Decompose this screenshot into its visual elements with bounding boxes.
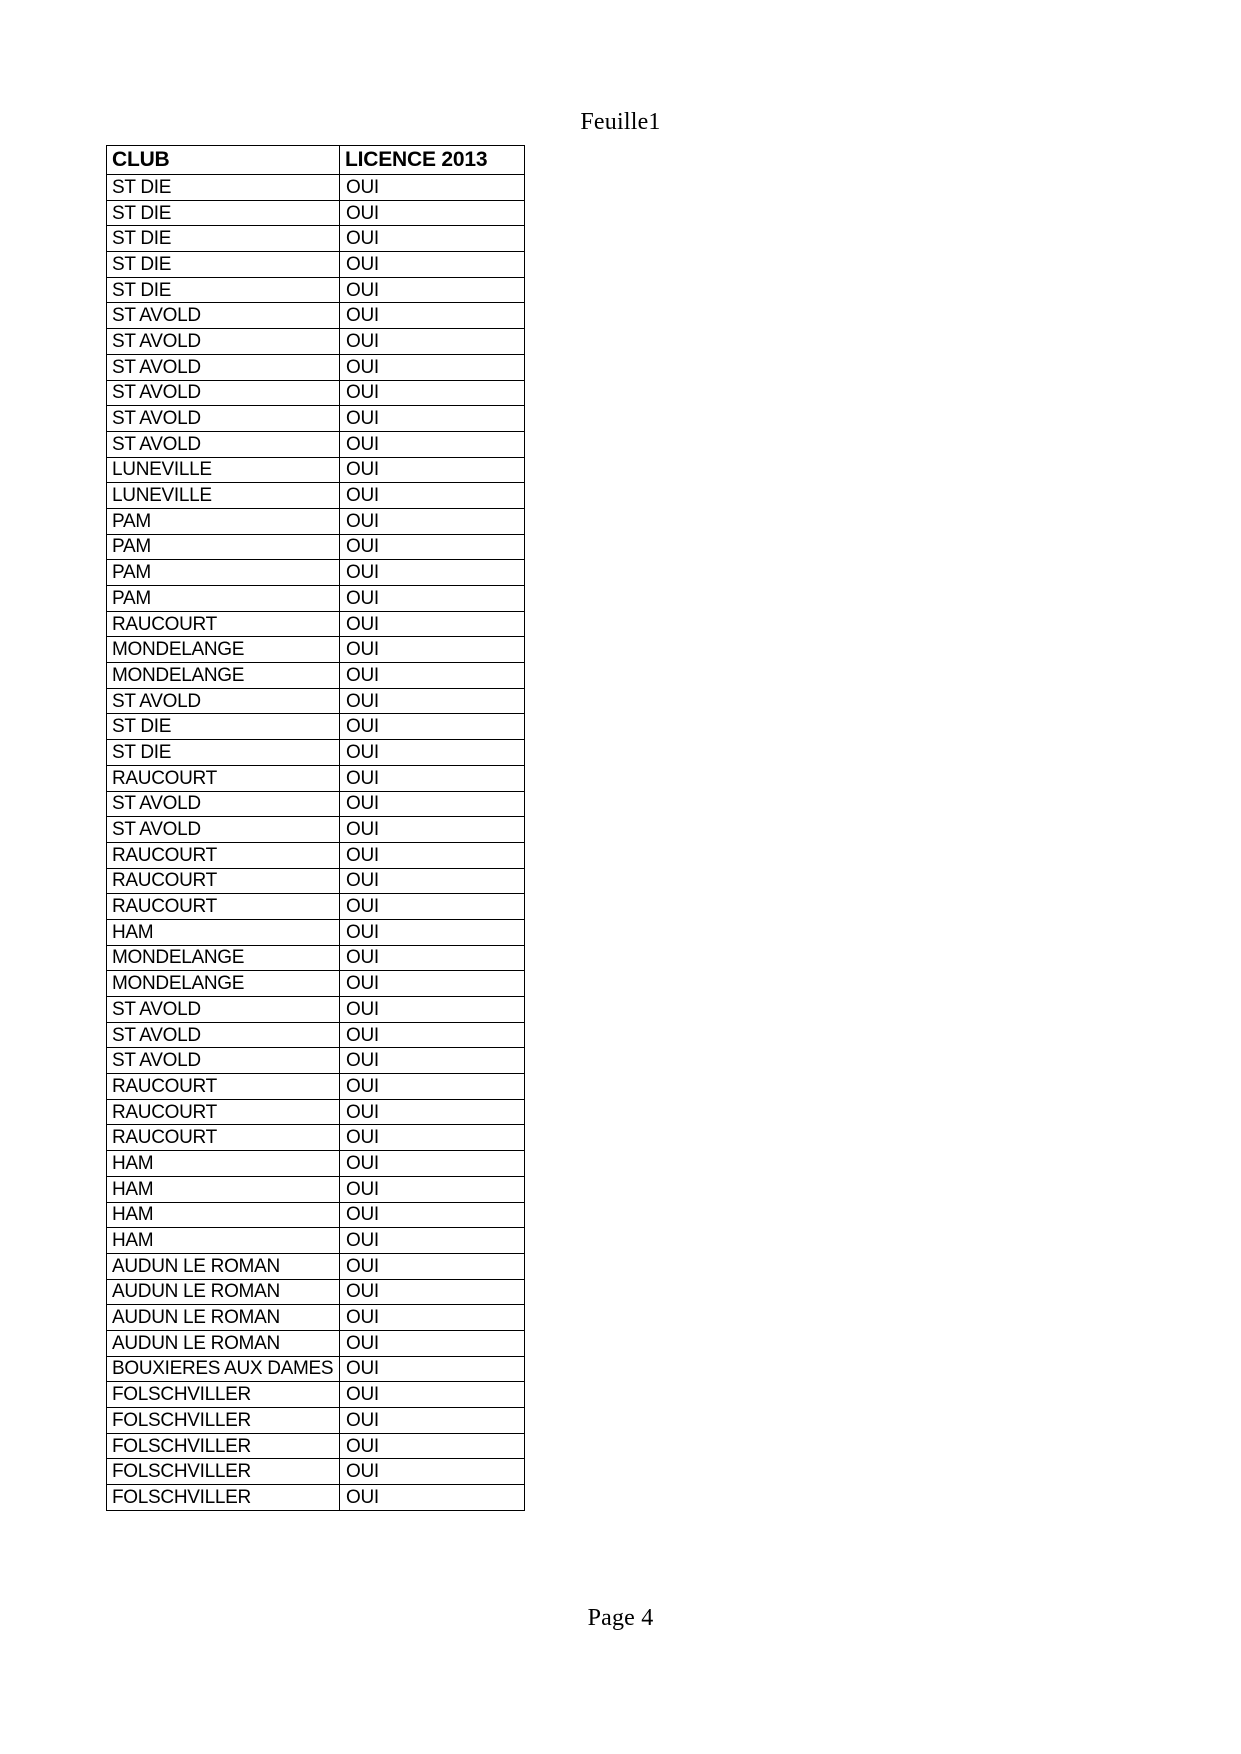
table-body bbox=[107, 175, 525, 1511]
cell-licence: OUI bbox=[340, 1408, 525, 1434]
cell-licence: OUI bbox=[340, 200, 525, 226]
cell-licence: OUI bbox=[340, 1125, 525, 1151]
cell-club: AUDUN LE ROMAN bbox=[107, 1279, 340, 1305]
table-header bbox=[107, 146, 525, 175]
cell-licence: OUI bbox=[340, 637, 525, 663]
cell-licence: OUI bbox=[340, 252, 525, 278]
cell-club: MONDELANGE bbox=[107, 971, 340, 997]
cell-licence: OUI bbox=[340, 842, 525, 868]
cell-licence: OUI bbox=[340, 611, 525, 637]
column-header-licence: LICENCE 2013 bbox=[340, 146, 525, 175]
table-row bbox=[107, 971, 525, 997]
cell-licence: OUI bbox=[340, 431, 525, 457]
cell-licence: OUI bbox=[340, 663, 525, 689]
cell-licence: OUI bbox=[340, 1074, 525, 1100]
cell-licence: OUI bbox=[340, 534, 525, 560]
table-row bbox=[107, 1074, 525, 1100]
table-row bbox=[107, 791, 525, 817]
cell-club: ST DIE bbox=[107, 226, 340, 252]
cell-club: ST AVOLD bbox=[107, 380, 340, 406]
cell-club: MONDELANGE bbox=[107, 637, 340, 663]
table-row bbox=[107, 1305, 525, 1331]
table-row bbox=[107, 1433, 525, 1459]
table-row bbox=[107, 919, 525, 945]
cell-club: ST DIE bbox=[107, 740, 340, 766]
table-row bbox=[107, 277, 525, 303]
column-header-club: CLUB bbox=[107, 146, 340, 175]
cell-licence: OUI bbox=[340, 714, 525, 740]
cell-licence: OUI bbox=[340, 560, 525, 586]
table-row bbox=[107, 252, 525, 278]
cell-club: RAUCOURT bbox=[107, 1099, 340, 1125]
cell-club: RAUCOURT bbox=[107, 1125, 340, 1151]
cell-licence: OUI bbox=[340, 380, 525, 406]
cell-licence: OUI bbox=[340, 175, 525, 201]
cell-club: RAUCOURT bbox=[107, 894, 340, 920]
cell-club: FOLSCHVILLER bbox=[107, 1485, 340, 1511]
table-row bbox=[107, 637, 525, 663]
table-row bbox=[107, 611, 525, 637]
cell-club: HAM bbox=[107, 1202, 340, 1228]
cell-licence: OUI bbox=[340, 1228, 525, 1254]
table-row bbox=[107, 354, 525, 380]
table-row bbox=[107, 1176, 525, 1202]
table-row bbox=[107, 663, 525, 689]
cell-club: PAM bbox=[107, 586, 340, 612]
table-row bbox=[107, 534, 525, 560]
cell-club: ST AVOLD bbox=[107, 817, 340, 843]
cell-club: AUDUN LE ROMAN bbox=[107, 1305, 340, 1331]
table-row bbox=[107, 508, 525, 534]
table-row bbox=[107, 1151, 525, 1177]
cell-licence: OUI bbox=[340, 586, 525, 612]
cell-club: MONDELANGE bbox=[107, 663, 340, 689]
cell-licence: OUI bbox=[340, 1253, 525, 1279]
cell-club: AUDUN LE ROMAN bbox=[107, 1253, 340, 1279]
table-row bbox=[107, 586, 525, 612]
cell-club: PAM bbox=[107, 560, 340, 586]
cell-club: ST AVOLD bbox=[107, 303, 340, 329]
cell-club: FOLSCHVILLER bbox=[107, 1408, 340, 1434]
table-row bbox=[107, 714, 525, 740]
cell-club: ST AVOLD bbox=[107, 688, 340, 714]
cell-licence: OUI bbox=[340, 457, 525, 483]
cell-licence: OUI bbox=[340, 329, 525, 355]
table-row bbox=[107, 1125, 525, 1151]
cell-licence: OUI bbox=[340, 791, 525, 817]
cell-club: ST AVOLD bbox=[107, 1022, 340, 1048]
cell-club: LUNEVILLE bbox=[107, 457, 340, 483]
cell-club: RAUCOURT bbox=[107, 1074, 340, 1100]
table-row bbox=[107, 200, 525, 226]
table-row bbox=[107, 1279, 525, 1305]
table-row bbox=[107, 175, 525, 201]
cell-club: FOLSCHVILLER bbox=[107, 1433, 340, 1459]
cell-licence: OUI bbox=[340, 868, 525, 894]
table-row bbox=[107, 817, 525, 843]
table-row bbox=[107, 1202, 525, 1228]
cell-club: FOLSCHVILLER bbox=[107, 1459, 340, 1485]
cell-licence: OUI bbox=[340, 406, 525, 432]
cell-licence: OUI bbox=[340, 894, 525, 920]
cell-club: LUNEVILLE bbox=[107, 483, 340, 509]
cell-club: ST AVOLD bbox=[107, 997, 340, 1023]
cell-licence: OUI bbox=[340, 1202, 525, 1228]
club-licence-table bbox=[106, 145, 525, 1511]
table-row bbox=[107, 997, 525, 1023]
cell-licence: OUI bbox=[340, 971, 525, 997]
table-row bbox=[107, 1356, 525, 1382]
cell-licence: OUI bbox=[340, 1356, 525, 1382]
table-row bbox=[107, 740, 525, 766]
cell-licence: OUI bbox=[340, 1151, 525, 1177]
table-row bbox=[107, 380, 525, 406]
cell-club: BOUXIERES AUX DAMES bbox=[107, 1356, 340, 1382]
cell-club: HAM bbox=[107, 1176, 340, 1202]
cell-licence: OUI bbox=[340, 1305, 525, 1331]
cell-club: ST AVOLD bbox=[107, 791, 340, 817]
table-row bbox=[107, 1382, 525, 1408]
sheet-title: Feuille1 bbox=[580, 109, 661, 135]
cell-licence: OUI bbox=[340, 688, 525, 714]
cell-club: RAUCOURT bbox=[107, 868, 340, 894]
table-row bbox=[107, 457, 525, 483]
cell-licence: OUI bbox=[340, 997, 525, 1023]
table-row bbox=[107, 765, 525, 791]
table-row bbox=[107, 1253, 525, 1279]
table-row bbox=[107, 483, 525, 509]
table-row bbox=[107, 1485, 525, 1511]
cell-club: RAUCOURT bbox=[107, 765, 340, 791]
table-row bbox=[107, 894, 525, 920]
cell-licence: OUI bbox=[340, 1176, 525, 1202]
cell-club: ST AVOLD bbox=[107, 1048, 340, 1074]
cell-licence: OUI bbox=[340, 945, 525, 971]
table-row bbox=[107, 868, 525, 894]
cell-club: ST AVOLD bbox=[107, 354, 340, 380]
cell-club: HAM bbox=[107, 1151, 340, 1177]
cell-licence: OUI bbox=[340, 1382, 525, 1408]
cell-club: AUDUN LE ROMAN bbox=[107, 1330, 340, 1356]
cell-club: ST DIE bbox=[107, 252, 340, 278]
cell-licence: OUI bbox=[340, 1433, 525, 1459]
table-row bbox=[107, 1022, 525, 1048]
table-header-row bbox=[107, 146, 525, 175]
cell-licence: OUI bbox=[340, 740, 525, 766]
table-row bbox=[107, 1459, 525, 1485]
cell-licence: OUI bbox=[340, 226, 525, 252]
cell-club: ST DIE bbox=[107, 200, 340, 226]
cell-club: PAM bbox=[107, 508, 340, 534]
cell-club: MONDELANGE bbox=[107, 945, 340, 971]
cell-club: PAM bbox=[107, 534, 340, 560]
cell-licence: OUI bbox=[340, 765, 525, 791]
cell-club: ST AVOLD bbox=[107, 329, 340, 355]
cell-licence: OUI bbox=[340, 277, 525, 303]
cell-club: ST DIE bbox=[107, 714, 340, 740]
cell-licence: OUI bbox=[340, 919, 525, 945]
table-row bbox=[107, 226, 525, 252]
cell-club: ST DIE bbox=[107, 277, 340, 303]
cell-licence: OUI bbox=[340, 1330, 525, 1356]
cell-club: HAM bbox=[107, 1228, 340, 1254]
table-row bbox=[107, 945, 525, 971]
cell-club: RAUCOURT bbox=[107, 842, 340, 868]
table-row bbox=[107, 1330, 525, 1356]
cell-licence: OUI bbox=[340, 1459, 525, 1485]
cell-licence: OUI bbox=[340, 508, 525, 534]
cell-licence: OUI bbox=[340, 303, 525, 329]
cell-licence: OUI bbox=[340, 483, 525, 509]
table-row bbox=[107, 1048, 525, 1074]
cell-licence: OUI bbox=[340, 817, 525, 843]
table-row bbox=[107, 842, 525, 868]
table-row bbox=[107, 1099, 525, 1125]
cell-licence: OUI bbox=[340, 1048, 525, 1074]
cell-club: ST AVOLD bbox=[107, 431, 340, 457]
table-row bbox=[107, 329, 525, 355]
cell-licence: OUI bbox=[340, 1279, 525, 1305]
table-row bbox=[107, 1228, 525, 1254]
cell-licence: OUI bbox=[340, 1022, 525, 1048]
cell-club: ST AVOLD bbox=[107, 406, 340, 432]
table-row bbox=[107, 688, 525, 714]
cell-licence: OUI bbox=[340, 1099, 525, 1125]
cell-club: ST DIE bbox=[107, 175, 340, 201]
table-row bbox=[107, 406, 525, 432]
club-licence-table-container bbox=[106, 145, 524, 1511]
table-row bbox=[107, 1408, 525, 1434]
cell-club: FOLSCHVILLER bbox=[107, 1382, 340, 1408]
table-row bbox=[107, 303, 525, 329]
table-row bbox=[107, 560, 525, 586]
cell-club: RAUCOURT bbox=[107, 611, 340, 637]
cell-club: HAM bbox=[107, 919, 340, 945]
cell-licence: OUI bbox=[340, 354, 525, 380]
table-row bbox=[107, 431, 525, 457]
page-number-footer: Page 4 bbox=[587, 1605, 654, 1631]
cell-licence: OUI bbox=[340, 1485, 525, 1511]
